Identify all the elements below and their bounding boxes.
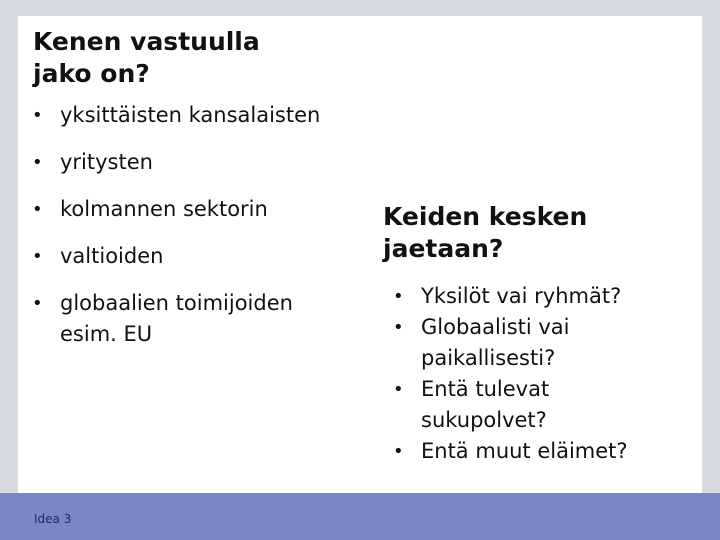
bullet-icon: • bbox=[32, 105, 43, 126]
left-bullet-list bbox=[32, 100, 352, 366]
bullet-icon: • bbox=[32, 152, 43, 173]
left-bullet-text: yritysten bbox=[60, 150, 153, 174]
left-bullet-item bbox=[32, 241, 352, 272]
right-bullet-text: Globaalisti vai paikallisesti? bbox=[421, 315, 570, 370]
left-title-line1: Kenen vastuulla bbox=[33, 27, 260, 56]
left-bullet-text: valtioiden bbox=[60, 244, 164, 268]
bullet-icon: • bbox=[393, 441, 404, 462]
bullet-icon: • bbox=[32, 246, 43, 267]
left-bullet-text: kolmannen sektorin bbox=[60, 197, 268, 221]
footer-label: Idea 3 bbox=[34, 512, 72, 526]
right-bullet-text: Entä tulevat sukupolvet? bbox=[421, 377, 550, 432]
left-bullet-item bbox=[32, 147, 352, 178]
bullet-icon: • bbox=[393, 379, 404, 400]
right-bullet-text: Yksilöt vai ryhmät? bbox=[421, 284, 622, 308]
right-bullet-item bbox=[393, 312, 621, 374]
left-bullet-item bbox=[32, 288, 310, 350]
left-title-line2: jako on? bbox=[33, 59, 150, 88]
right-bullet-list bbox=[393, 281, 693, 467]
right-bullet-text: Entä muut eläimet? bbox=[421, 439, 628, 463]
bullet-icon: • bbox=[32, 293, 43, 314]
bullet-icon: • bbox=[32, 199, 43, 220]
left-bullet-item bbox=[32, 100, 352, 131]
bullet-icon: • bbox=[393, 317, 404, 338]
left-title bbox=[33, 26, 333, 90]
left-bullet-text: globaalien toimijoiden esim. EU bbox=[60, 291, 293, 346]
right-bullet-item bbox=[393, 374, 611, 436]
left-bullet-item bbox=[32, 194, 352, 225]
right-bullet-item bbox=[393, 281, 693, 312]
bullet-icon: • bbox=[393, 286, 404, 307]
left-bullet-text: yksittäisten kansalaisten bbox=[60, 103, 321, 127]
right-title-line1: Keiden kesken bbox=[383, 202, 588, 231]
footer-bar bbox=[0, 493, 720, 540]
right-title bbox=[383, 201, 683, 265]
right-bullet-item bbox=[393, 436, 693, 467]
right-title-line2: jaetaan? bbox=[383, 234, 504, 263]
